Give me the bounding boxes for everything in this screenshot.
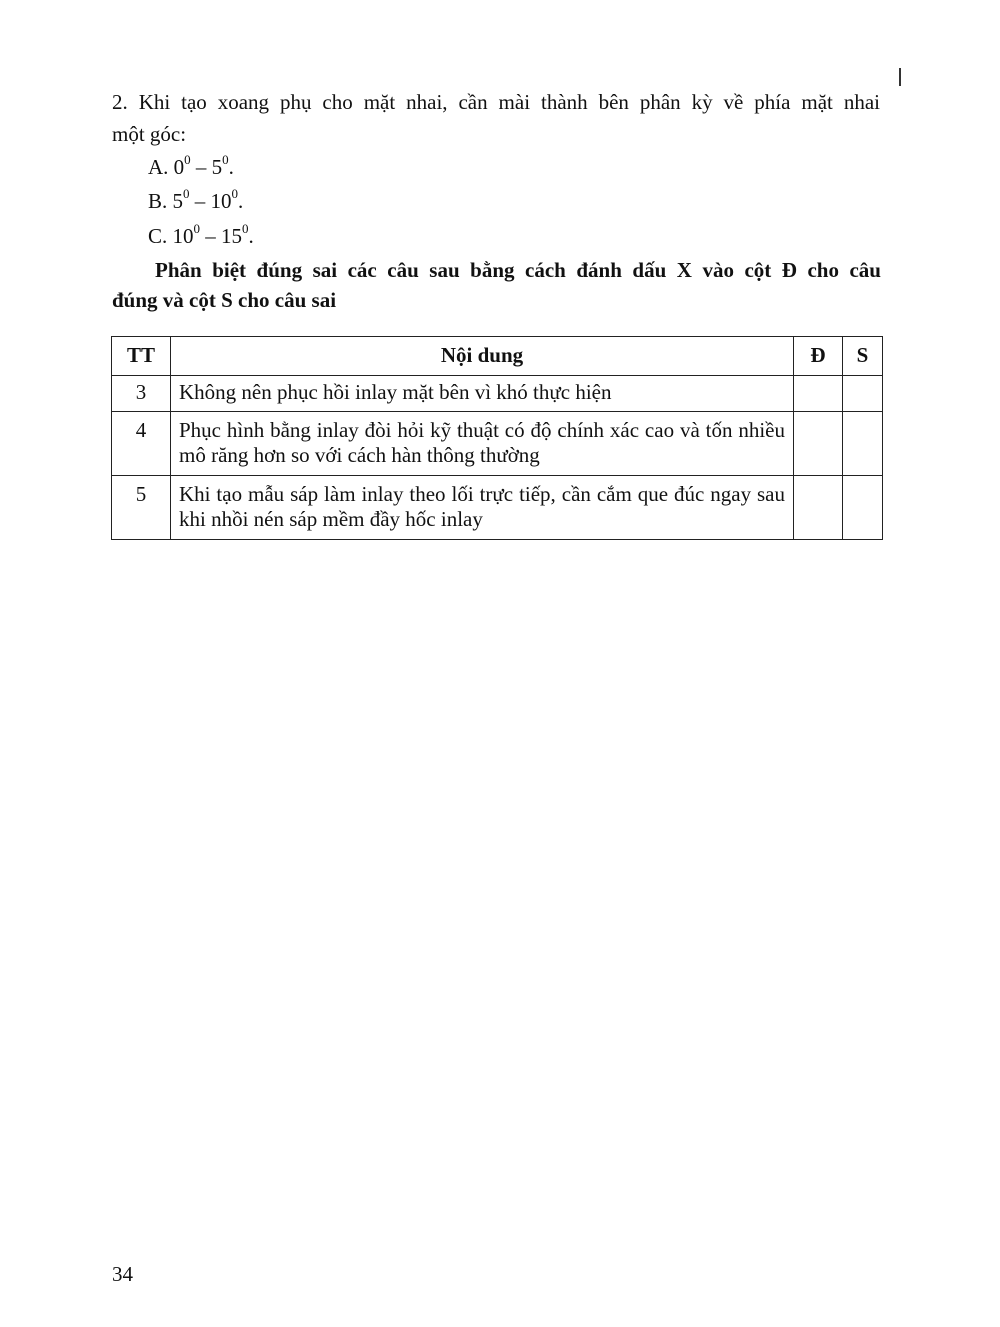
row-content: Không nên phục hồi inlay mặt bên vì khó thực hiện (171, 376, 794, 412)
answer-cell-d[interactable] (794, 476, 843, 540)
question-stem-line1: 2. Khi tạo xoang phụ cho mặt nhai, cần mài thành bên phân kỳ về phía mặt nhai (112, 90, 880, 114)
answer-cell-d[interactable] (794, 376, 843, 412)
option-c: C. $10^0 - 15^0$. (148, 221, 254, 248)
row-number: 4 (112, 412, 171, 476)
scan-mark (899, 68, 901, 86)
row-number: 3 (112, 376, 171, 412)
instruction-line1: Phân biệt đúng sai các câu sau bằng cách đánh dấu X vào cột Đ cho câu (155, 258, 881, 282)
header-d: Đ (794, 337, 843, 376)
table-row (112, 412, 883, 476)
answer-cell-s[interactable] (843, 376, 883, 412)
table-header-row (112, 337, 883, 376)
page-number: 34 (112, 1262, 133, 1286)
table-row (112, 476, 883, 540)
option-a: A. $0^0 - 5^0$. (148, 152, 234, 179)
row-content: Phục hình bằng inlay đòi hỏi kỹ thuật có độ chính xác cao và tốn nhiều mô răng hơn so với cách hàn thông thường (171, 412, 794, 476)
instruction-line2: đúng và cột S cho câu sai (112, 288, 337, 312)
row-number: 5 (112, 476, 171, 540)
answer-cell-d[interactable] (794, 412, 843, 476)
header-s: S (843, 337, 883, 376)
true-false-table (111, 336, 883, 540)
header-content: Nội dung (171, 337, 794, 376)
answer-cell-s[interactable] (843, 412, 883, 476)
header-tt: TT (112, 337, 171, 376)
row-content: Khi tạo mẫu sáp làm inlay theo lối trực tiếp, cần cắm que đúc ngay sau khi nhồi nén sáp mềm đầy hốc inlay (171, 476, 794, 540)
question-stem-line2: một góc: (112, 122, 187, 146)
table-row (112, 376, 883, 412)
answer-cell-s[interactable] (843, 476, 883, 540)
option-b: B. $5^0 - 10^0$. (148, 186, 244, 213)
